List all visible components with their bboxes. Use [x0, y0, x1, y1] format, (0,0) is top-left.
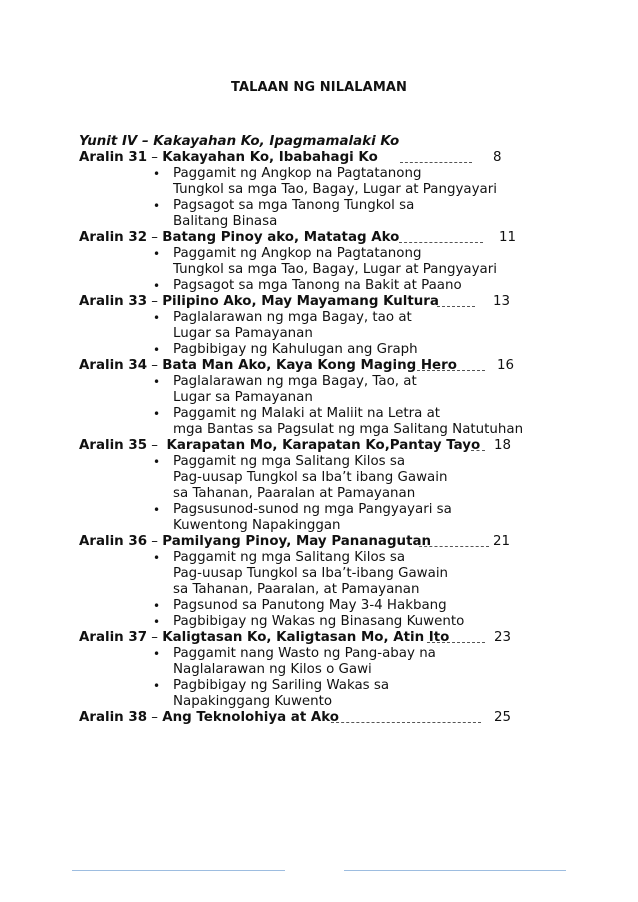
lesson-list	[79, 150, 619, 726]
lesson-topics	[79, 310, 619, 358]
topic-item: • Pagsagot sa mga Tanong na Bakit at Paano	[173, 278, 619, 294]
lesson-topics	[79, 246, 619, 294]
topic-item: • Paglalarawan ng mga Bagay, tao at Lugar sa Pamayanan	[173, 310, 619, 342]
lesson-topics	[79, 374, 619, 438]
lesson-separator: –	[147, 294, 163, 309]
dot-leader	[331, 722, 481, 723]
lesson-separator: –	[147, 710, 163, 725]
lesson-label: Aralin 31	[79, 150, 148, 165]
topic-item: • Paggamit ng mga Salitang Kilos sa Pag-uusap Tungkol sa Iba’t-ibang Gawain sa Tahanan, Paaralan, at Pamayanan	[173, 550, 619, 598]
lesson-heading	[79, 438, 619, 454]
topic-item: • Pagbibigay ng Wakas ng Binasang Kuwento	[173, 614, 619, 630]
lesson-separator: –	[147, 630, 163, 645]
lesson-separator: –	[147, 230, 163, 245]
lesson-label: Aralin 37	[79, 630, 148, 645]
lesson-heading	[79, 630, 619, 646]
dot-leader	[399, 242, 483, 243]
lesson-label: Aralin 32	[79, 230, 148, 245]
footer-rule-left	[72, 870, 285, 871]
lesson-title: Batang Pinoy ako, Matatag Ako	[162, 230, 400, 245]
dot-leader	[419, 546, 489, 547]
lesson-title: Bata Man Ako, Kaya Kong Maging Hero	[162, 358, 457, 373]
page-number: 25	[494, 710, 512, 725]
dot-leader	[400, 162, 472, 163]
topic-item: • Paggamit ng mga Salitang Kilos sa Pag-uusap Tungkol sa Iba’t ibang Gawain sa Tahanan, Paaralan at Pamayanan	[173, 454, 619, 502]
page-number: 23	[494, 630, 512, 645]
lesson-topics	[79, 166, 619, 230]
lesson-label: Aralin 36	[79, 534, 148, 549]
lesson-heading	[79, 534, 619, 550]
lesson-separator: –	[147, 150, 163, 165]
topic-item: • Pagsunod sa Panutong May 3-4 Hakbang	[173, 598, 619, 614]
lesson-title: Pamilyang Pinoy, May Pananagutan	[162, 534, 432, 549]
unit-heading: Yunit IV – Kakayahan Ko, Ipagmamalaki Ko	[79, 134, 400, 149]
topic-item: • Paggamit ng Angkop na Pagtatanong Tungkol sa mga Tao, Bagay, Lugar at Pangyayari	[173, 166, 619, 198]
page-number: 8	[493, 150, 502, 165]
topic-item: • Paglalarawan ng mga Bagay, Tao, at Lugar sa Pamayanan	[173, 374, 619, 406]
page-number: 16	[497, 358, 515, 373]
dot-leader	[427, 642, 485, 643]
dot-leader	[471, 450, 485, 451]
dot-leader	[437, 306, 475, 307]
lesson-label: Aralin 33	[79, 294, 148, 309]
lesson-label: Aralin 35	[79, 438, 148, 453]
lesson-separator: –	[147, 438, 167, 453]
lesson-title: Karapatan Mo, Karapatan Ko,Pantay Tayo	[166, 438, 481, 453]
topic-item: • Pagbibigay ng Kahulugan ang Graph	[173, 342, 619, 358]
lesson-topics	[79, 454, 619, 534]
lesson-heading	[79, 710, 619, 726]
page-number: 18	[494, 438, 512, 453]
lesson-heading	[79, 230, 619, 246]
lesson-topics	[79, 550, 619, 630]
lesson-heading	[79, 358, 619, 374]
topic-item: • Pagbibigay ng Sariling Wakas sa Napakinggang Kuwento	[173, 678, 619, 710]
lesson-label: Aralin 34	[79, 358, 148, 373]
lesson-title: Kaligtasan Ko, Kaligtasan Mo, Atin Ito	[162, 630, 450, 645]
lesson-separator: –	[147, 358, 163, 373]
topic-item: • Pagsagot sa mga Tanong Tungkol sa Balitang Binasa	[173, 198, 619, 230]
dot-leader	[417, 370, 485, 371]
footer-rule-right	[344, 870, 566, 871]
page-number: 13	[493, 294, 511, 309]
page-title: TALAAN NG NILALAMAN	[231, 80, 407, 95]
lesson-title: Ang Teknolohiya at Ako	[162, 710, 339, 725]
lesson-title: Kakayahan Ko, Ibabahagi Ko	[162, 150, 378, 165]
table-of-contents	[79, 134, 619, 726]
topic-item: • Pagsusunod-sunod ng mga Pangyayari sa Kuwentong Napakinggan	[173, 502, 619, 534]
topic-item: • Paggamit ng Angkop na Pagtatanong Tungkol sa mga Tao, Bagay, Lugar at Pangyayari	[173, 246, 619, 278]
lesson-title: Pilipino Ako, May Mayamang Kultura	[162, 294, 439, 309]
page-number: 21	[493, 534, 511, 549]
lesson-separator: –	[147, 534, 163, 549]
lesson-label: Aralin 38	[79, 710, 148, 725]
topic-item: • Paggamit nang Wasto ng Pang-abay na Naglalarawan ng Kilos o Gawi	[173, 646, 619, 678]
lesson-topics	[79, 646, 619, 710]
topic-item: • Paggamit ng Malaki at Maliit na Letra at mga Bantas sa Pagsulat ng mga Salitang Natutuhan	[173, 406, 619, 438]
lesson-heading	[79, 294, 619, 310]
page-number: 11	[499, 230, 517, 245]
lesson-heading	[79, 150, 619, 166]
